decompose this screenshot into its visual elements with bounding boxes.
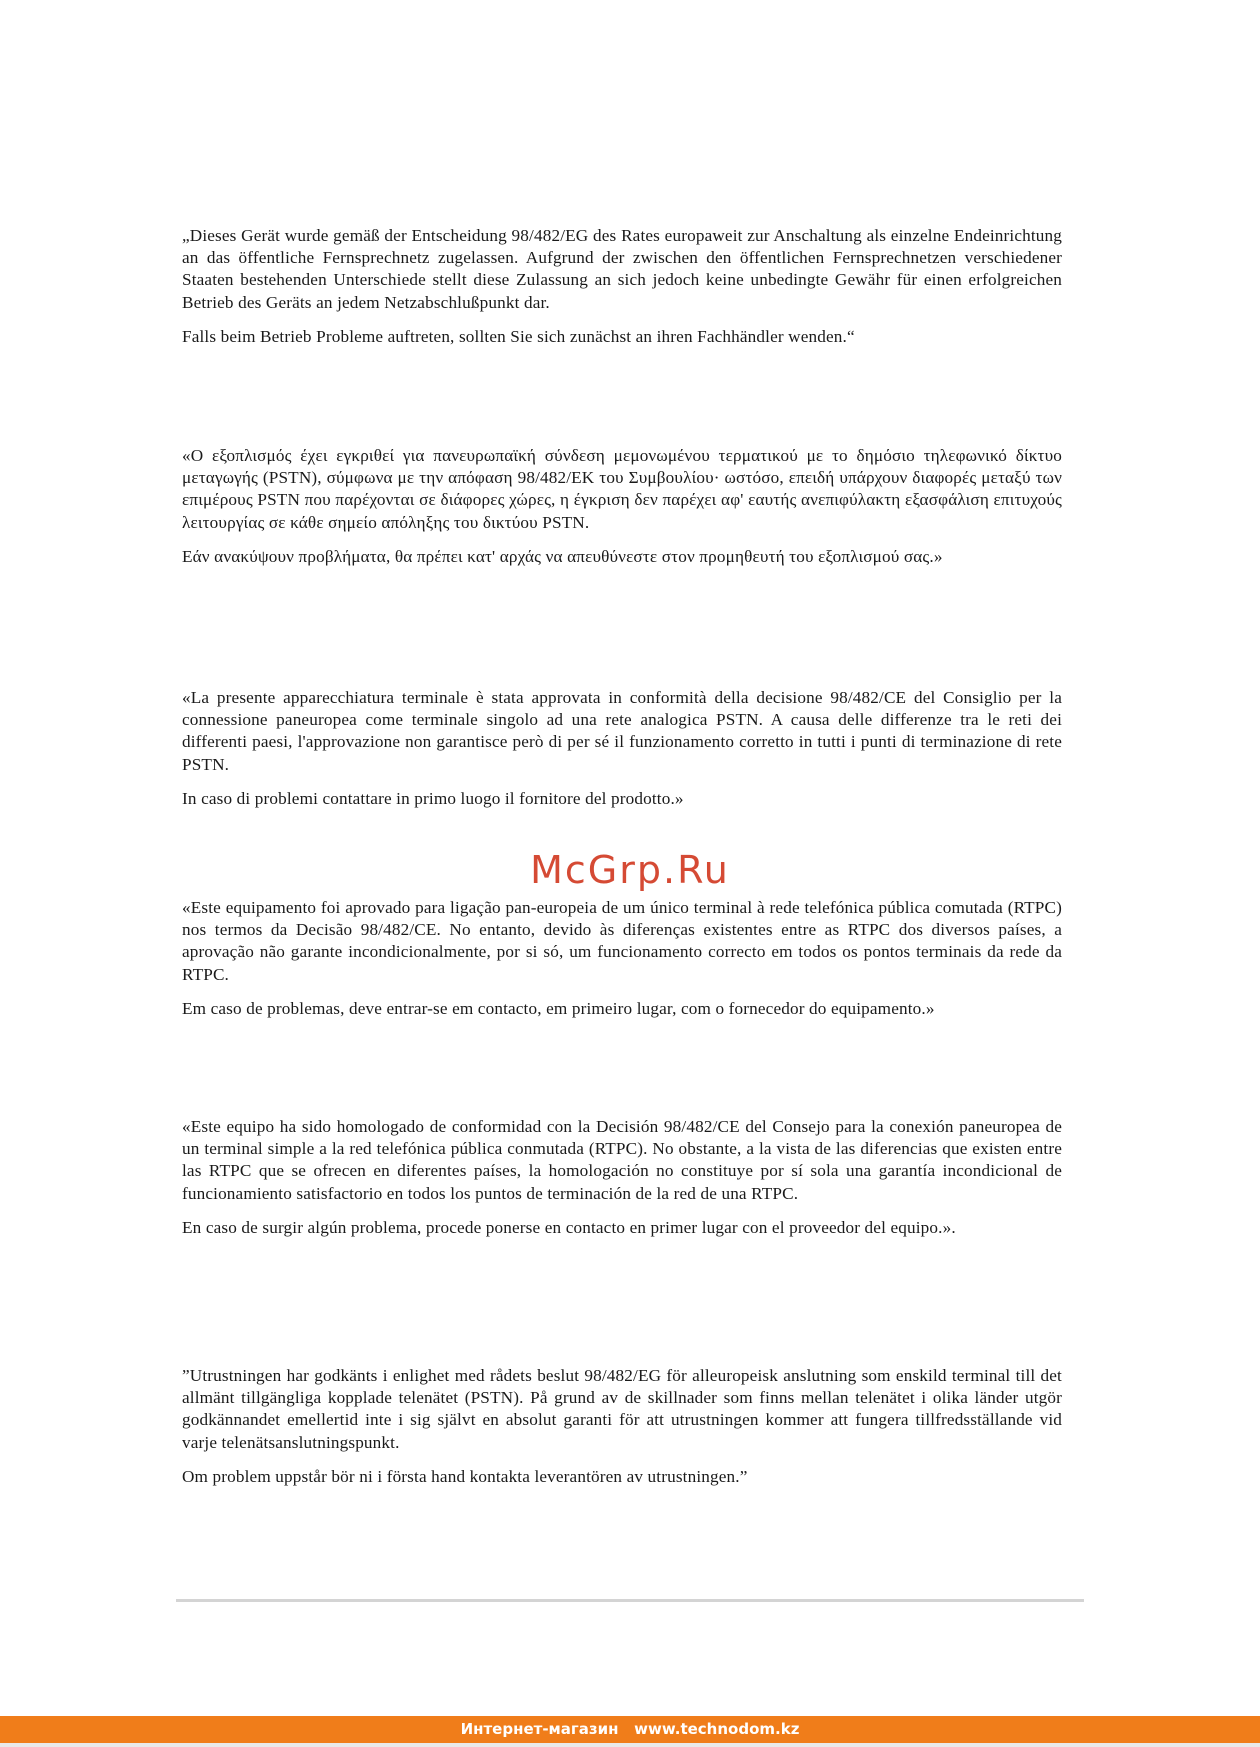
footer-link[interactable]: Интернет-магазин www.technodom.kz: [460, 1720, 800, 1738]
declaration-spanish-note: En caso de surgir algún problema, procede ponerse en contacto en primer lugar con el proveedor del equipo.».: [182, 1217, 956, 1237]
declaration-spanish: [182, 1116, 1062, 1239]
declaration-italian-note: In caso di problemi contattare in primo luogo il fornitore del prodotto.»: [182, 788, 684, 808]
declaration-italian-text: «La presente apparecchiatura terminale è stata approvata in conformità della decisione 98/482/CE del Consiglio per la connessione paneuropea come terminale singolo ad una rete analogica PSTN. A causa delle differenze tra le reti dei differenti paesi, l'approvazione non garantisce però di per sé il funzionamento corretto in tutti i punti di terminazione di rete PSTN.: [182, 688, 1062, 774]
declaration-german-text: „Dieses Gerät wurde gemäß der Entscheidung 98/482/EG des Rates europaweit zur Anschaltung als einzelne Endeinrichtung an das öffentliche Fernsprechnetz zugelassen. Aufgrund der zwischen den öffentlichen Fernsprechnetzen verschiedener Staaten bestehenden Unterschiede stellt diese Zulassung an sich jedoch keine unbedingte Gewähr für einen erfolgreichen Betrieb des Geräts an jedem Netzabschlußpunkt dar.: [182, 226, 1062, 312]
declaration-italian: [182, 687, 1062, 810]
footer-edge: [0, 1743, 1260, 1747]
declaration-german-note: Falls beim Betrieb Probleme auftreten, sollten Sie sich zunächst an ihren Fachhändler wenden.“: [182, 326, 855, 346]
declaration-greek-note: Εάν ανακύψουν προβλήματα, θα πρέπει κατ' αρχάς να απευθύνεστε στον προμηθευτή του εξοπλισμού σας.»: [182, 546, 943, 566]
declaration-swedish-note: Om problem uppstår bör ni i första hand kontakta leverantören av utrustningen.”: [182, 1466, 748, 1486]
watermark-logo: McGrp.Ru: [530, 848, 730, 892]
declaration-swedish-text: ”Utrustningen har godkänts i enlighet med rådets beslut 98/482/EG för alleuropeisk anslutning som enskild terminal till det allmänt tillgängliga kopplade telenätet (PSTN). På grund av de skillnader som finns mellan telenätet i olika länder utgör godkännandet emellertid inte i sig självt en absolut garanti för att utrustningen kommer att fungera tillfredsställande vid varje telenätsanslutningspunkt.: [182, 1366, 1062, 1452]
declaration-portuguese: [182, 897, 1062, 1020]
footer-banner: [0, 1716, 1260, 1743]
declaration-portuguese-note: Em caso de problemas, deve entrar-se em contacto, em primeiro lugar, com o fornecedor do equipamento.»: [182, 998, 935, 1018]
declaration-spanish-text: «Este equipo ha sido homologado de conformidad con la Decisión 98/482/CE del Consejo para la conexión paneuropea de un terminal simple a la red telefónica pública conmutada (RTPC). No obstante, a la vista de las diferencias que existen entre las RTPC que se ofrecen en diferentes países, la homologación no constituye por sí sola una garantía incondicional de funcionamiento satisfactorio en todos los puntos de terminación de la red de una RTPC.: [182, 1117, 1062, 1203]
declaration-swedish: [182, 1365, 1062, 1488]
declaration-portuguese-text: «Este equipamento foi aprovado para ligação pan-europeia de um único terminal à rede telefónica pública comutada (RTPC) nos termos da Decisão 98/482/CE. No entanto, devido às diferenças existentes entre as RTPC dos diversos países, a aprovação não garante incondicionalmente, por si só, um funcionamento correcto em todos os pontos terminais da rede da RTPC.: [182, 898, 1062, 984]
page-divider: [176, 1599, 1084, 1602]
declaration-german: [182, 225, 1062, 348]
declaration-greek: [182, 445, 1062, 568]
declaration-greek-text: «Ο εξοπλισμός έχει εγκριθεί για πανευρωπαϊκή σύνδεση μεμονωμένου τερματικού με το δημόσιο τηλεφωνικό δίκτυο μεταγωγής (PSTN), σύμφωνα με την απόφαση 98/482/ΕΚ του Συμβουλίου· ωστόσο, επειδή υπάρχουν διαφορές μεταξύ των επιμέρους PSTN που παρέχονται σε διάφορες χώρες, η έγκριση δεν παρέχει αφ' εαυτής ανεπιφύλακτη εξασφάλιση επιτυχούς λειτουργίας σε κάθε σημείο απόληξης του δικτύου PSTN.: [182, 446, 1062, 532]
